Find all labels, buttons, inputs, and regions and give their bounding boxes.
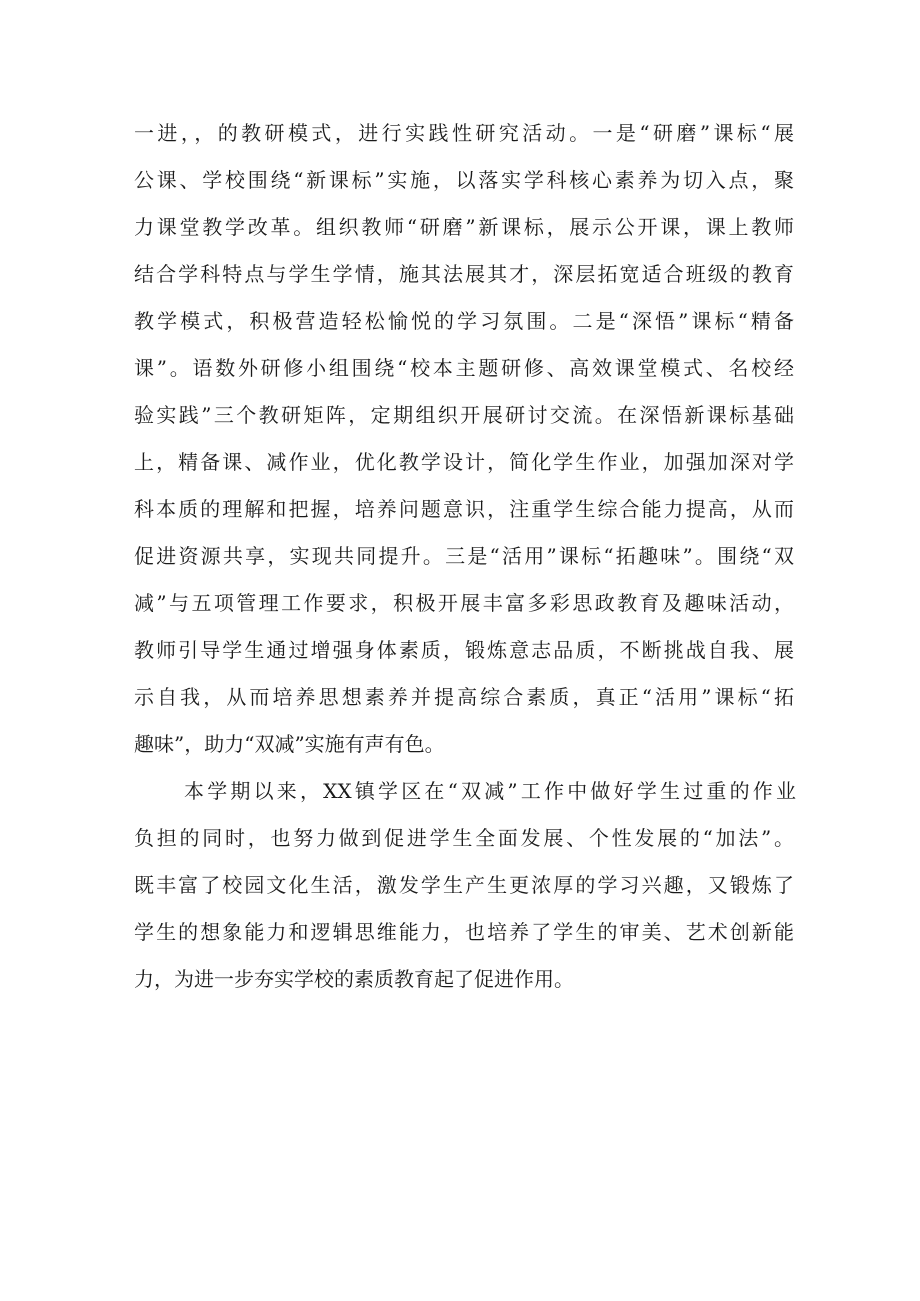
text-line: 科本质的理解和把握，培养问题意识，注重学生综合能力提高，从而 bbox=[134, 497, 794, 521]
text-line: 公课、学校围绕“新课标”实施，以落实学科核心素养为切入点，聚 bbox=[134, 168, 794, 192]
text-line: 示自我，从而培养思想素养并提高综合素质，真正“活用”课标“拓 bbox=[134, 685, 794, 709]
text-line: 课”。语数外研修小组围绕“校本主题研修、高效课堂模式、名校经 bbox=[134, 356, 794, 380]
text-line: 本学期以来，XX镇学区在“双减”工作中做好学生过重的作业 bbox=[184, 779, 796, 803]
text-line: 教学模式，积极营造轻松愉悦的学习氛围。二是“深悟”课标“精备 bbox=[134, 309, 794, 333]
text-line: 促进资源共享，实现共同提升。三是“活用”课标“拓趣味”。围绕“双 bbox=[134, 544, 794, 568]
text-line: 减”与五项管理工作要求，积极开展丰富多彩思政教育及趣味活动， bbox=[134, 591, 794, 615]
text-line: 上，精备课、减作业，优化教学设计，简化学生作业，加强加深对学 bbox=[134, 450, 794, 474]
text-line: 验实践”三个教研矩阵，定期组织开展研讨交流。在深悟新课标基础 bbox=[134, 403, 794, 427]
text-line: 结合学科特点与学生学情，施其法展其才，深层拓宽适合班级的教育 bbox=[134, 262, 794, 286]
text-line: 一进，，的教研模式，进行实践性研究活动。一是“研磨”课标“展 bbox=[134, 121, 794, 145]
text-line: 既丰富了校园文化生活，激发学生产生更浓厚的学习兴趣，又锻炼了 bbox=[134, 873, 794, 897]
text-line: 力，为进一步夯实学校的素质教育起了促进作用。 bbox=[134, 967, 574, 991]
text-line: 负担的同时，也努力做到促进学生全面发展、个性发展的“加法”。 bbox=[134, 826, 794, 850]
text-line: 教师引导学生通过增强身体素质，锻炼意志品质，不断挑战自我、展 bbox=[134, 638, 794, 662]
text-line: 学生的想象能力和逻辑思维能力，也培养了学生的审美、艺术创新能 bbox=[134, 920, 794, 944]
text-line: 力课堂教学改革。组织教师“研磨”新课标，展示公开课，课上教师 bbox=[134, 215, 794, 239]
text-line: 趣味”，助力“双减”实施有声有色。 bbox=[134, 732, 445, 756]
